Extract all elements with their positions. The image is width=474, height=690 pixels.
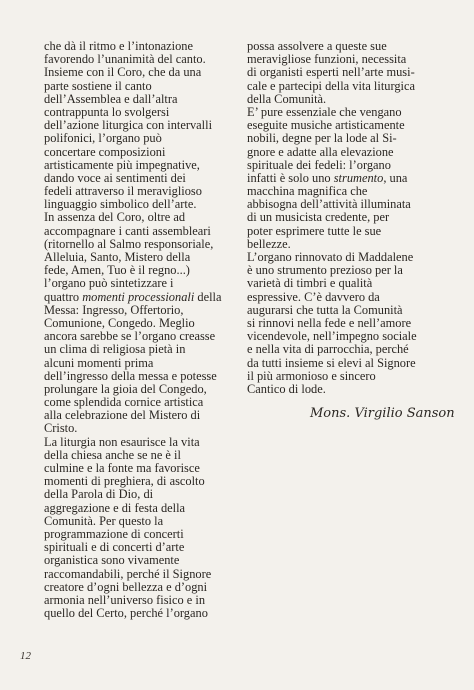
text-line: Alleluia, Santo, Mistero della — [44, 250, 191, 264]
text-line: come splendida cornice artistica — [44, 395, 204, 410]
text-line: quello del Certo, perché l’organo — [44, 606, 208, 621]
text-line: bellezze. — [247, 236, 291, 251]
text-line: ancora sarebbe se l’organo creasse — [44, 329, 216, 344]
text-line: dando voce ai sentimenti dei — [44, 170, 186, 185]
page-number: 12 — [20, 650, 31, 662]
text-line: espressive. C’è davvero da — [247, 289, 380, 304]
right-text-column — [247, 40, 439, 396]
text-line: che dà il ritmo e l’intonazione — [44, 39, 193, 53]
text-line: momenti di preghiera, di ascolto — [44, 474, 205, 489]
italic-phrase: momenti processionali — [82, 289, 195, 304]
text-line: fedeli attraverso il meraviglioso — [44, 184, 202, 199]
text-line: Comunità. Per questo la — [44, 513, 164, 528]
text-line: culmine e la fonte ma favorisce — [44, 461, 200, 475]
text-line: accompagnare i canti assembleari — [44, 223, 211, 238]
text-line: polifonici, l’organo può — [44, 131, 162, 146]
text-line: è uno strumento prezioso per la — [247, 263, 403, 278]
text-line: un clima di religiosa pietà in — [44, 342, 186, 357]
text-line: augurarsi che tutta la Comunità — [247, 302, 403, 317]
author-signature: Mons. Virgilio Sanson — [310, 406, 455, 421]
text-line: prolungare la gioia del Congedo, — [44, 381, 207, 396]
text-line: In assenza del Coro, oltre ad — [44, 210, 186, 225]
text-line: vicendevole, nell’impegno sociale — [247, 329, 417, 344]
text-line: si rinnovi nella fede e nell’amore — [247, 315, 412, 330]
italic-phrase: strumento — [333, 170, 384, 185]
text-line: della Parola di Dio, di — [44, 487, 154, 502]
text-line: contrappunta lo svolgersi — [44, 104, 170, 119]
text-line: di un musicista credente, per — [247, 210, 390, 225]
text-line: Cantico di lode. — [247, 381, 326, 396]
text-line: spirituale dei fedeli: l’organo — [247, 157, 391, 172]
text-line: nobili, degne per la lode al Si- — [247, 131, 397, 146]
text-line: della chiesa anche se ne è il — [44, 447, 181, 462]
text-line: artisticamente più impegnative, — [44, 157, 200, 172]
text-line: alla celebrazione del Mistero di — [44, 408, 201, 423]
text-line: dell’ingresso della messa e potesse — [44, 368, 217, 383]
text-line: parte sostiene il canto — [44, 78, 152, 93]
text-line: programmazione di concerti — [44, 526, 184, 541]
text-line: di organisti esperti nell’arte musi- — [247, 65, 415, 80]
text-line: eseguite musiche artisticamente — [247, 118, 405, 133]
text-line: meravigliose funzioni, necessita — [247, 52, 407, 67]
text-line: da tutti insieme si elevi al Signore — [247, 355, 416, 370]
text-line: l’organo può sintetizzare i — [44, 276, 174, 291]
text-line: Messa: Ingresso, Offertorio, — [44, 302, 184, 317]
text-line: organistica sono vivamente — [44, 553, 180, 568]
text-line: alcuni momenti prima — [44, 355, 154, 370]
text-line: gnore e adatte alla elevazione — [247, 144, 394, 159]
text-line: linguaggio simbolico dell’arte. — [44, 197, 197, 212]
text-line: il più armonioso e sincero — [247, 368, 376, 383]
text-line: fede, Amen, Tuo è il regno...) — [44, 263, 190, 278]
text-line: possa assolvere a queste sue — [247, 39, 387, 53]
text-line: quattro momenti processionali della — [44, 289, 222, 304]
text-line: aggregazione e di festa della — [44, 500, 186, 515]
text-line: Cristo. — [44, 421, 78, 436]
text-line: armonia nell’universo fisico e in — [44, 592, 206, 607]
text-line: e nella vita di parrocchia, perché — [247, 342, 409, 357]
text-line: concertare composizioni — [44, 144, 166, 159]
text-line: varietà di timbri e qualità — [247, 276, 373, 291]
text-line: macchina magnifica che — [247, 184, 368, 199]
text-line: dell’Assemblea e dall’altra — [44, 91, 178, 106]
text-line: E’ pure essenziale che vengano — [247, 104, 402, 119]
text-line: (ritornello al Salmo responsoriale, — [44, 236, 214, 251]
text-line: raccomandabili, perché il Signore — [44, 566, 212, 581]
text-line: spirituali e di concerti d’arte — [44, 540, 185, 555]
text-line: L’organo rinnovato di Maddalene — [247, 250, 414, 264]
text-line: La liturgia non esaurisce la vita — [44, 434, 200, 449]
text-line: favorendo l’unanimità del canto. — [44, 52, 206, 67]
text-line: creatore d’ogni bellezza e d’ogni — [44, 579, 208, 594]
text-line: Insieme con il Coro, che da una — [44, 65, 202, 80]
text-line: abbisogna dell’attività illuminata — [247, 197, 411, 212]
left-text-column — [44, 40, 234, 620]
text-line: della Comunità. — [247, 91, 327, 106]
text-line: infatti è solo uno strumento, una — [247, 170, 408, 185]
text-line: Comunione, Congedo. Meglio — [44, 315, 195, 330]
text-line: cale e partecipi della vita liturgica — [247, 78, 415, 93]
text-line: dell’azione liturgica con intervalli — [44, 118, 213, 133]
text-line: poter esprimere tutte le sue — [247, 223, 382, 238]
